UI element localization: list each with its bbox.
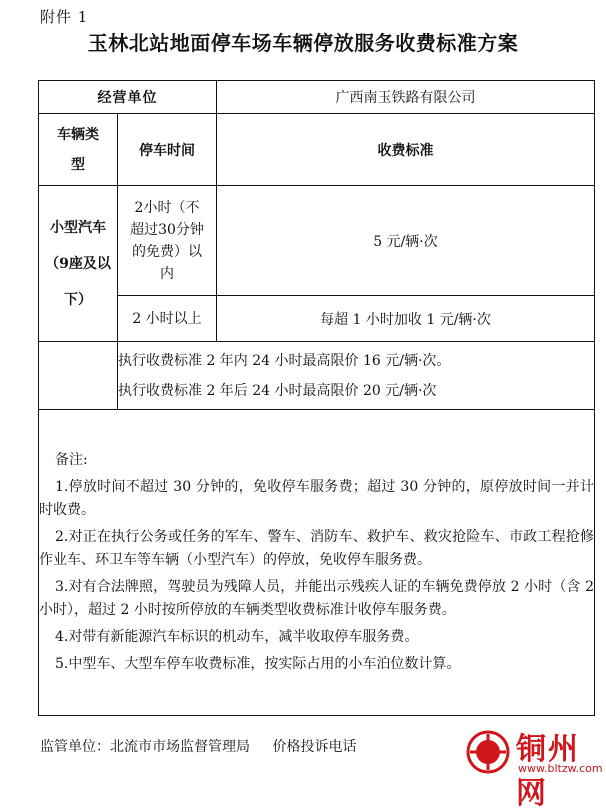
price-limit-2-years-after: 执行收费标准 2 年后 24 小时最高限价 20 元/辆·次 [118, 382, 437, 399]
table-row [39, 186, 595, 296]
note-item: 3.对有合法牌照，驾驶员为残障人员，并能出示残疾人证的车辆免费停放 2 小时（含 2 小时），超过 2 小时按所停放的车辆类型收费标准计收停车服务费。 [39, 579, 594, 618]
note-item: 2.对正在执行公务或任务的军车、警车、消防车、救护车、救灾抢险车、市政工程抢修作业车、环卫车等车辆（小型汽车）的停放，免收停车服务费。 [39, 529, 594, 568]
fee-table [38, 80, 595, 716]
notes-cell [39, 410, 595, 716]
fee-within-2h: 5 元/辆·次 [217, 186, 595, 296]
operator-value: 广西南玉铁路有限公司 [217, 81, 595, 114]
watermark-logo [466, 726, 603, 811]
header-fee-standard: 收费标准 [217, 114, 595, 186]
time-over-2h: 2 小时以上 [118, 296, 217, 342]
supervisor-unit: 监管单位：北流市市场监督管理局 [40, 739, 250, 755]
time-within-2h: 2小时（不超过30分钟的免费）以内 [118, 186, 217, 296]
notes-heading: 备注: [55, 452, 88, 468]
logo-seal-icon [466, 730, 510, 774]
operator-label: 经营单位 [39, 81, 217, 114]
note-item: 5.中型车、大型车停车收费标准，按实际占用的小车泊位数计算。 [55, 656, 461, 672]
header-row [39, 114, 595, 186]
footer [40, 736, 374, 756]
watermark-url: www.bltzw.com [518, 762, 603, 775]
price-limit-2-years-within: 执行收费标准 2 年内 24 小时最高限价 16 元/辆·次。 [118, 352, 451, 369]
header-vehicle-type: 车辆类型 [39, 114, 118, 186]
header-parking-time: 停车时间 [118, 114, 217, 186]
note-item: 4.对带有新能源汽车标识的机动车，减半收取停车服务费。 [55, 629, 419, 645]
table-row [39, 296, 595, 342]
watermark-name: 铜州网 [516, 732, 580, 811]
price-limit-cell [118, 342, 595, 410]
complaint-phone-label: 价格投诉电话 [272, 739, 357, 755]
fee-over-2h: 每超 1 小时加收 1 元/辆·次 [217, 296, 595, 342]
notes-row [39, 410, 595, 716]
document-title: 玉林北站地面停车场车辆停放服务收费标准方案 [87, 31, 519, 55]
annex-label: 附件 1 [40, 8, 89, 26]
note-item: 1.停放时间不超过 30 分钟的，免收停车服务费；超过 30 分钟的，原停放时间一并计时收费。 [39, 479, 594, 518]
limit-row [39, 342, 595, 410]
operator-row [39, 81, 595, 114]
vehicle-type-small-car: 小型汽车（9座及以下） [39, 186, 118, 342]
